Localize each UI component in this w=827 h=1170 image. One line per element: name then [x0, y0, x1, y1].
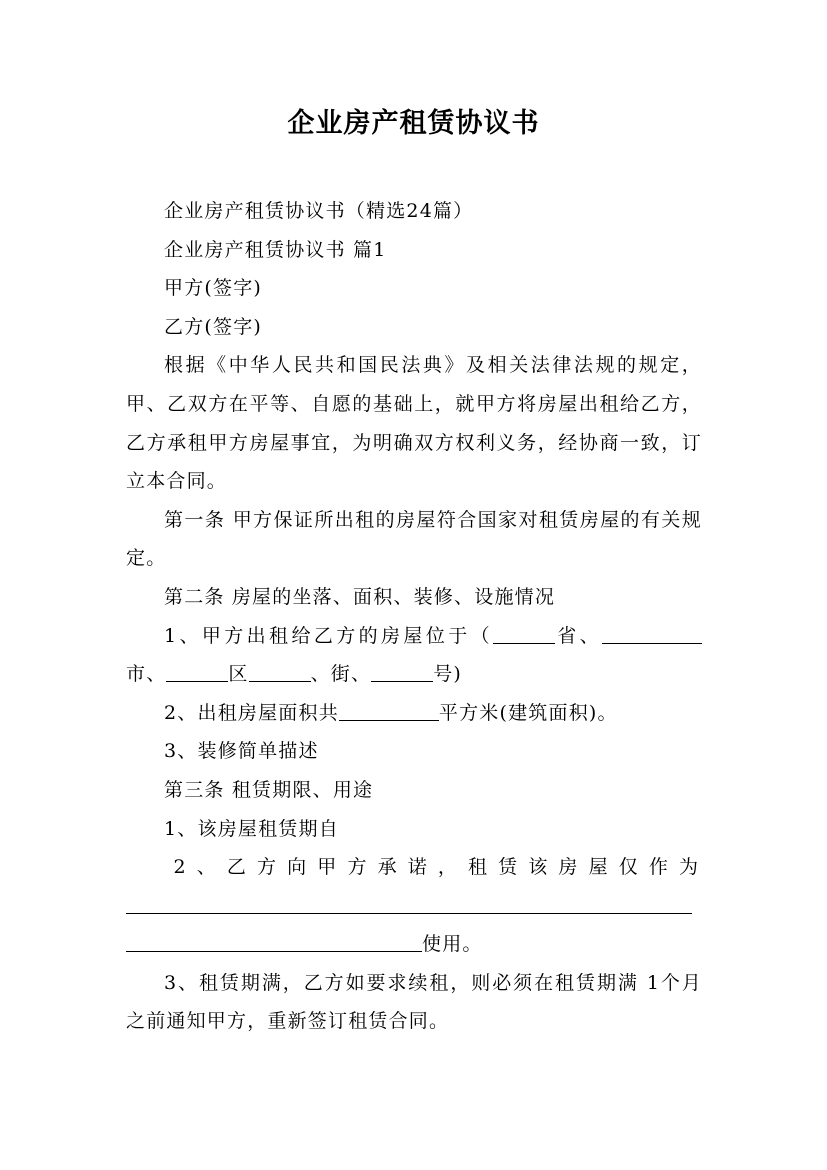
location-text-e: 、街、	[310, 663, 372, 686]
document-title: 企业房产租赁协议书	[287, 108, 540, 139]
location-text-b: 省、	[555, 624, 602, 647]
paragraph-article-3: 第三条 租赁期限、用途	[164, 778, 374, 801]
paragraph-article-2: 第二条 房屋的坐落、面积、装修、设施情况	[164, 585, 556, 608]
blank-street	[249, 662, 311, 682]
blank-number	[371, 662, 433, 682]
paragraph-section-heading: 企业房产租赁协议书 篇1	[164, 238, 387, 261]
paragraph-renewal: 3、租赁期满，乙方如要求续租，则必须在租赁期满 1个月之前通知甲方，重新签订租赁合同。	[126, 971, 702, 1033]
usage-blank-line-2	[126, 925, 702, 964]
document-body	[126, 192, 702, 1041]
blank-area	[339, 701, 439, 721]
blank-usage-1	[126, 894, 692, 914]
paragraph-usage: 2、乙方向甲方承诺，租赁该房屋仅作为	[173, 856, 702, 879]
paragraph-subtitle: 企业房产租赁协议书（精选24篇）	[164, 200, 474, 222]
area-text-a: 2、出租房屋面积共	[164, 701, 339, 724]
paragraph-term: 1、该房屋租赁期自	[164, 817, 339, 840]
usage-blank-line	[126, 887, 702, 926]
location-text-c: 市、	[126, 663, 167, 686]
paragraph-party-a: 甲方(签字)	[164, 277, 263, 300]
location-text-f: 号)	[433, 663, 463, 686]
paragraph-area	[126, 694, 702, 733]
location-text-d: 区	[228, 663, 249, 686]
paragraph-article-1: 第一条 甲方保证所出租的房屋符合国家对租赁房屋的有关规定。	[126, 508, 702, 570]
paragraph-party-b: 乙方(签字)	[164, 315, 263, 338]
paragraph-decoration: 3、装修简单描述	[164, 740, 319, 763]
blank-province	[493, 624, 555, 644]
blank-city	[602, 624, 702, 644]
blank-usage-2	[126, 932, 422, 952]
area-text-b: 平方米(建筑面积)。	[438, 701, 618, 724]
paragraph-preamble: 根据《中华人民共和国民法典》及相关法律法规的规定，甲、乙双方在平等、自愿的基础上，就甲方将房屋出租给乙方，乙方承租甲方房屋事宜，为明确双方权利义务，经协商一致，订立本合同。	[126, 354, 702, 493]
location-text-a: 1、甲方出租给乙方的房屋位于（	[164, 624, 494, 647]
paragraph-location	[126, 617, 702, 694]
usage-text-end: 使用。	[422, 933, 483, 956]
blank-district	[166, 662, 228, 682]
